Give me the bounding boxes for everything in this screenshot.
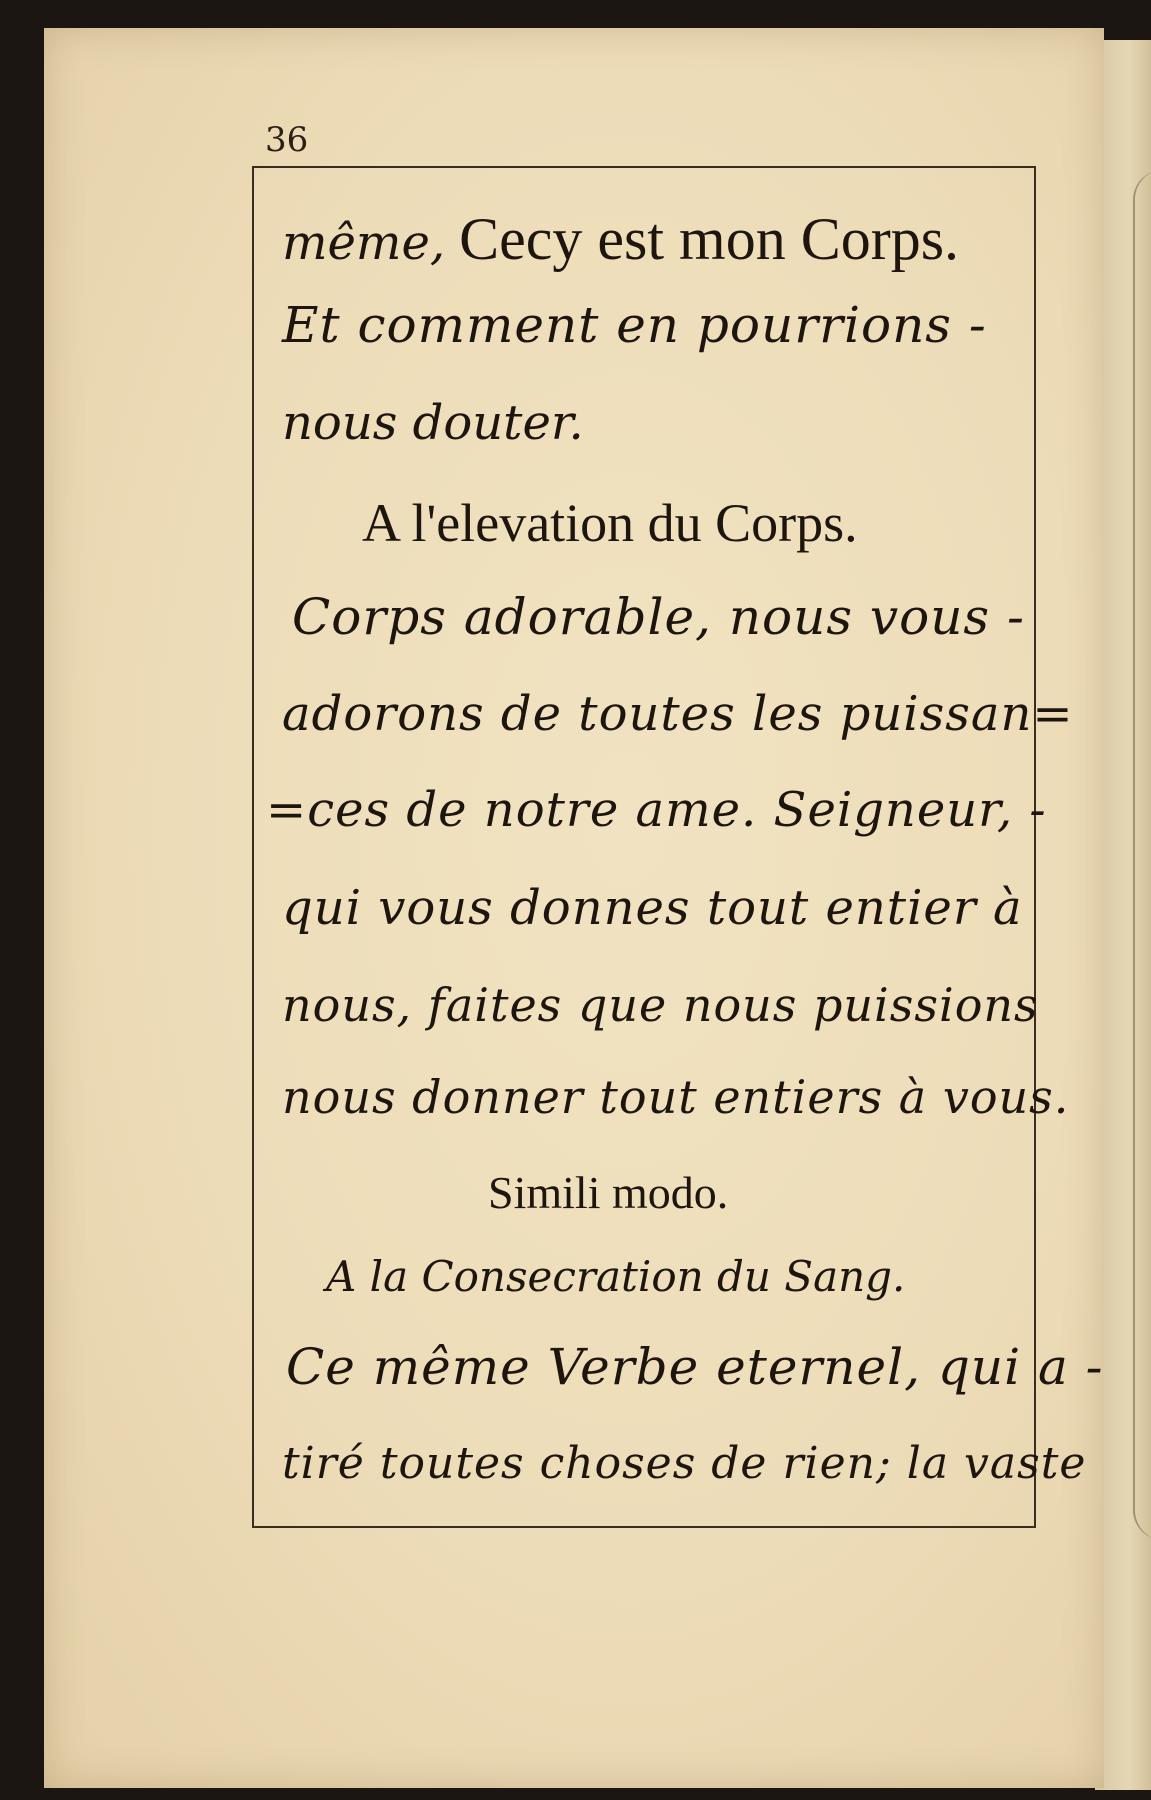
heading-elevation-corps: A l'elevation du Corps.	[362, 493, 858, 553]
text-line-14: tiré toutes choses de rien; la vaste	[282, 1438, 1087, 1489]
facing-page-frame-edge	[1133, 170, 1151, 1540]
page-number: 36	[265, 120, 309, 160]
heading-consecration-sang: A la Consecration du Sang.	[326, 1252, 906, 1301]
text-line-3: nous douter.	[282, 395, 584, 451]
text-line-1	[282, 205, 959, 274]
text-frame	[252, 166, 1036, 1528]
text-line-5: Corps adorable, nous vous -	[292, 588, 1025, 646]
heading-simili-modo: Simili modo.	[488, 1167, 729, 1218]
text-line-1-script: même,	[282, 215, 446, 271]
text-line-10: nous donner tout entiers à vous.	[282, 1070, 1070, 1124]
text-line-9: nous, faites que nous puissions	[282, 978, 1039, 1032]
text-line-1-roman: Cecy est mon Corps.	[459, 206, 960, 272]
text-line-7: =ces de notre ame. Seigneur, -	[266, 782, 1047, 838]
text-line-6: adorons de toutes les puissan=	[282, 686, 1074, 742]
text-line-13: Ce même Verbe eternel, qui a -	[286, 1338, 1104, 1396]
text-line-2: Et comment en pourrions -	[282, 296, 987, 354]
text-line-8: qui vous donnes tout entier à	[282, 880, 1023, 936]
